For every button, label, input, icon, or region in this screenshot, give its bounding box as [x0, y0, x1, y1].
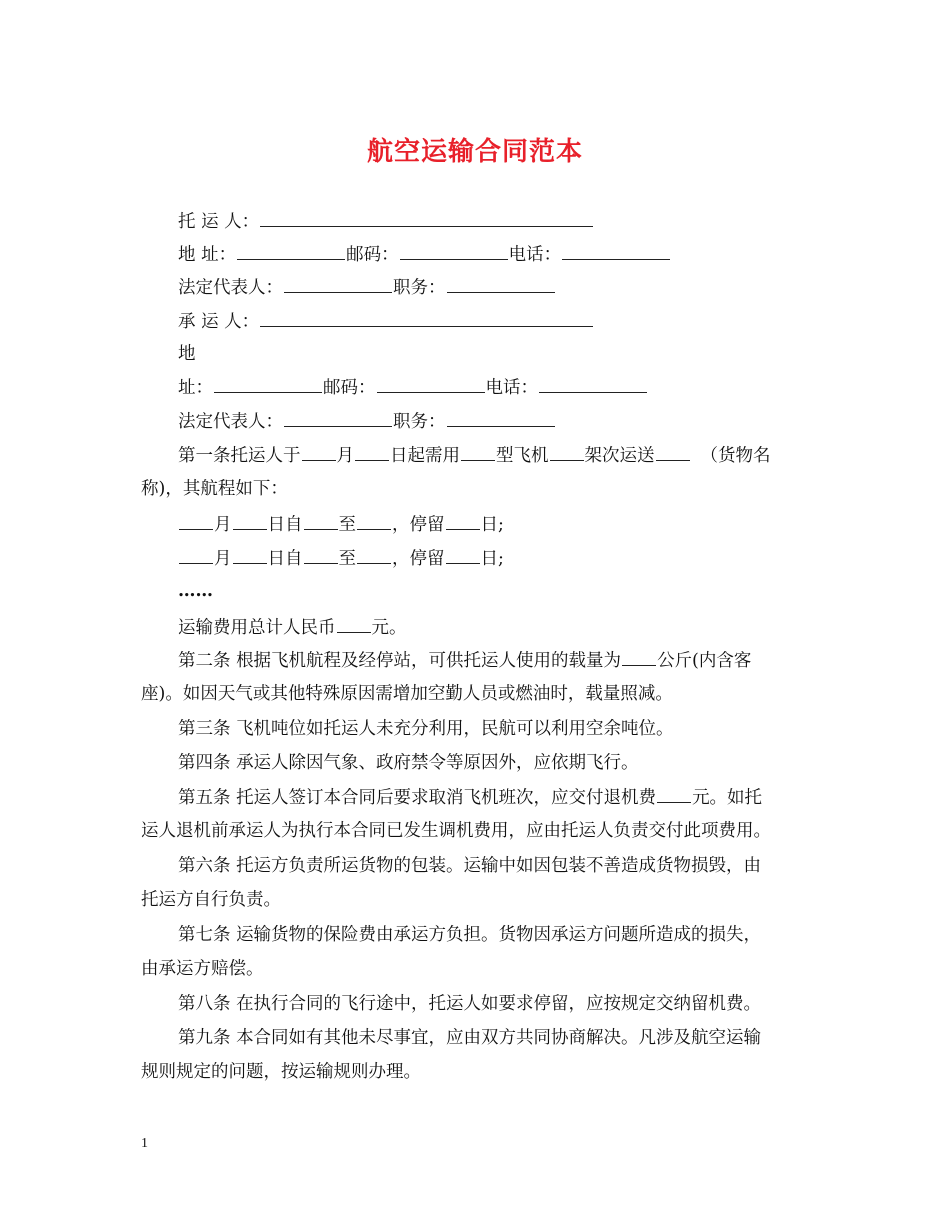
carrier-position-label: 职务：	[393, 412, 446, 432]
shipper-address-line	[178, 243, 671, 266]
carrier-rep-label: 法定代表人：	[178, 412, 283, 432]
article-1-text: 型飞机	[496, 446, 549, 466]
route-text: ，停留	[392, 515, 445, 535]
shipper-name-line	[178, 210, 594, 233]
carrier-address-line	[178, 376, 648, 399]
shipper-address-label: 地 址：	[178, 245, 237, 265]
route-text: 日;	[480, 549, 504, 569]
route-text: 日自	[267, 549, 303, 569]
shipper-address-blank[interactable]	[237, 243, 345, 260]
fee-text: 元。	[371, 618, 407, 638]
route-text: 月	[214, 549, 232, 569]
payload-blank[interactable]	[622, 649, 656, 666]
article-9-line-1: 第九条 本合同如有其他未尽事宜，应由双方共同协商解决。凡涉及航空运输	[178, 1028, 762, 1048]
route-day-blank[interactable]	[233, 547, 267, 564]
shipper-rep-blank[interactable]	[284, 276, 392, 293]
article-5-line-1	[178, 786, 762, 809]
article-2-line-1	[178, 649, 751, 672]
article-2-line-2: 座)。如因天气或其他特殊原因需增加空勤人员或燃油时，载量照减。	[141, 684, 673, 704]
fee-text: 运输费用总计人民币	[178, 618, 336, 638]
route-text: 日自	[267, 515, 303, 535]
carrier-zip-blank[interactable]	[377, 376, 485, 393]
route-stay-blank[interactable]	[446, 547, 480, 564]
carrier-position-blank[interactable]	[447, 410, 555, 427]
article-1-text: （货物名	[700, 446, 771, 466]
article-6-line-2: 托运方自行负责。	[141, 890, 281, 910]
article-4: 第四条 承运人除因气象、政府禁令等原因外，应依期飞行。	[178, 753, 639, 773]
article-6-line-1: 第六条 托运方负责所运货物的包装。运输中如因包装不善造成货物损毁，由	[178, 856, 762, 876]
carrier-zip-label: 邮码：	[323, 378, 376, 398]
shipper-name-label: 托 运 人：	[178, 212, 260, 232]
shipper-zip-blank[interactable]	[400, 243, 508, 260]
carrier-name-label: 承 运 人：	[178, 312, 260, 332]
article-9-line-2: 规则规定的问题，按运输规则办理。	[141, 1062, 421, 1082]
article-5-text: 第五条 托运人签订本合同后要求取消飞机班次，应交付退机费	[178, 788, 657, 808]
article-1-text: 月	[336, 446, 354, 466]
carrier-name-blank[interactable]	[260, 310, 593, 327]
goods-name-blank[interactable]	[656, 444, 690, 461]
route-day-blank[interactable]	[233, 513, 267, 530]
shipper-position-label: 职务：	[393, 278, 446, 298]
route-text: 月	[214, 515, 232, 535]
article-1-text: 日起需用	[390, 446, 460, 466]
route-destination-blank[interactable]	[357, 547, 391, 564]
document-title: 航空运输合同范本	[366, 137, 583, 167]
route-month-blank[interactable]	[179, 547, 213, 564]
article-8: 第八条 在执行合同的飞行途中，托运人如要求停留，应按规定交纳留机费。	[178, 994, 762, 1014]
article-2-text: 第二条 根据飞机航程及经停站，可供托运人使用的载量为	[178, 651, 622, 671]
shipper-rep-label: 法定代表人：	[178, 278, 283, 298]
cancellation-fee-blank[interactable]	[657, 786, 691, 803]
article-1-line-1	[178, 444, 771, 467]
carrier-name-line	[178, 310, 594, 333]
shipper-name-blank[interactable]	[260, 210, 593, 227]
fee-amount-blank[interactable]	[337, 616, 371, 633]
route-text: 至	[338, 515, 356, 535]
route-destination-blank[interactable]	[357, 513, 391, 530]
article-2-text: 公斤(内含客	[657, 651, 752, 671]
article-1-text: 架次运送	[584, 446, 655, 466]
route-month-blank[interactable]	[179, 513, 213, 530]
carrier-phone-blank[interactable]	[539, 376, 647, 393]
route-line-2	[178, 547, 504, 570]
route-stay-blank[interactable]	[446, 513, 480, 530]
route-text: ，停留	[392, 549, 445, 569]
route-origin-blank[interactable]	[304, 547, 338, 564]
route-text: 日;	[480, 515, 504, 535]
carrier-address-label-2: 址：	[178, 378, 213, 398]
route-line-1	[178, 513, 504, 536]
article-3: 第三条 飞机吨位如托运人未充分利用，民航可以利用空余吨位。	[178, 719, 674, 739]
shipper-position-blank[interactable]	[447, 276, 555, 293]
carrier-phone-label: 电话：	[485, 378, 538, 398]
article-5-text: 元。如托	[692, 788, 763, 808]
carrier-rep-blank[interactable]	[284, 410, 392, 427]
carrier-address-blank[interactable]	[214, 376, 322, 393]
shipper-phone-blank[interactable]	[562, 243, 670, 260]
article-5-line-2: 运人退机前承运人为执行本合同已发生调机费用，应由托运人负责交付此项费用。	[141, 821, 771, 841]
shipper-zip-label: 邮码：	[346, 245, 399, 265]
ellipsis: ……	[178, 581, 213, 601]
flight-count-blank[interactable]	[550, 444, 584, 461]
shipper-phone-label: 电话：	[508, 245, 562, 265]
month-blank[interactable]	[302, 444, 336, 461]
route-text: 至	[338, 549, 356, 569]
day-blank[interactable]	[355, 444, 389, 461]
article-1-line-2: 称)，其航程如下：	[141, 479, 288, 499]
carrier-rep-line	[178, 410, 556, 433]
article-1-text: 第一条托运人于	[178, 446, 301, 466]
route-origin-blank[interactable]	[304, 513, 338, 530]
shipper-rep-line	[178, 276, 556, 299]
page-number: 1	[141, 1136, 148, 1151]
article-7-line-2: 由承运方赔偿。	[141, 959, 264, 979]
fee-line	[178, 616, 407, 639]
aircraft-type-blank[interactable]	[461, 444, 495, 461]
article-7-line-1: 第七条 运输货物的保险费由承运方负担。货物因承运方问题所造成的损失，	[178, 925, 762, 945]
carrier-address-label-1: 地	[178, 344, 196, 364]
